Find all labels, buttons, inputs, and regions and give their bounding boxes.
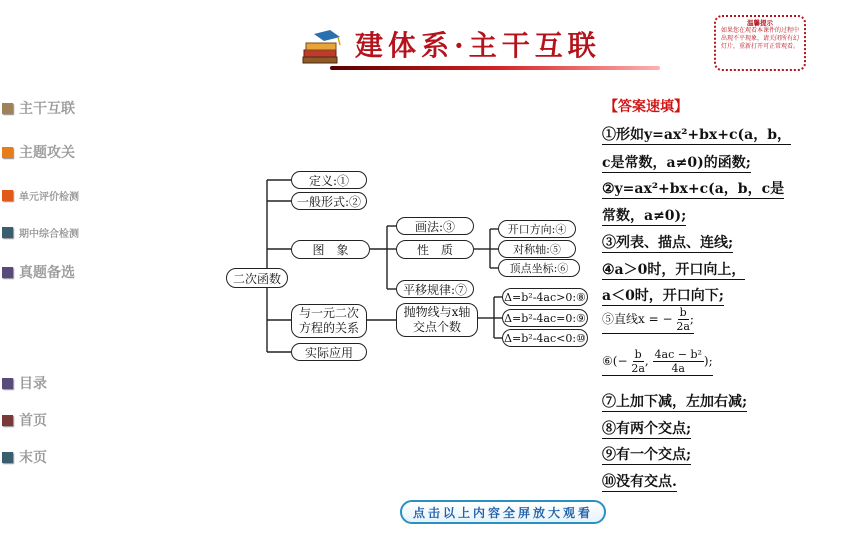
- node-discriminant-positive: Δ=b²-4ac>0:⑧: [502, 288, 588, 306]
- sidebar-item-label: 主题攻关: [19, 145, 75, 161]
- page-title: 建体系·主干互联: [355, 29, 601, 62]
- node-axis: 对称轴:⑤: [498, 240, 576, 258]
- node-relation: [291, 304, 367, 338]
- tip-title: 温馨提示: [747, 19, 773, 27]
- sidebar-item-label: 真题备选: [19, 265, 75, 281]
- sidebar-item-label: 单元评价检测: [19, 192, 79, 203]
- answer-8: ⑧有两个交点;: [602, 418, 691, 439]
- sidebar-item-label: 首页: [19, 413, 47, 429]
- answer-6-den1: 2a: [631, 362, 645, 375]
- answer-1-line2: c是常数，a≠0)的函数;: [602, 152, 751, 173]
- answer-10: ⑩没有交点.: [602, 471, 677, 492]
- node-intersection: [396, 303, 478, 337]
- answer-5-den: 2a: [676, 320, 690, 333]
- answer-6-fraction-1: [631, 348, 645, 375]
- node-discriminant-negative: Δ=b²-4ac<0:⑩: [502, 329, 588, 347]
- node-intersection-line2: 交点个数: [412, 320, 461, 334]
- node-opening: 开口方向:④: [498, 220, 576, 238]
- node-application: 实际应用: [291, 343, 367, 361]
- node-relation-line1: 与一元二次: [298, 306, 359, 320]
- node-property: 性 质: [396, 240, 474, 259]
- answer-5-fraction: [676, 306, 690, 333]
- answer-5-num: b: [679, 306, 687, 319]
- answer-5: ⑤直线x = − $\frac{b}{2a}$ ;: [602, 306, 694, 333]
- node-drawing: 画法:③: [396, 217, 474, 235]
- answer-9: ⑨有一个交点;: [602, 444, 691, 465]
- fullscreen-zoom-button[interactable]: 点击以上内容全屏放大观看: [400, 500, 606, 524]
- node-relation-line2: 方程的关系: [298, 321, 359, 335]
- sidebar-item-label: 期中综合检测: [19, 229, 79, 240]
- answer-2-line1: ②y=ax²+bx+c(a，b，c是: [602, 178, 784, 199]
- answer-6-num1: b: [634, 348, 642, 361]
- answer-2-line2: 常数，a≠0);: [602, 205, 686, 226]
- node-intersection-line1: 抛物线与x轴: [403, 305, 471, 319]
- node-translation: 平移规律:⑦: [396, 280, 474, 298]
- answer-7: ⑦上加下减，左加右减;: [602, 391, 747, 412]
- answers-heading: 【答案速填】: [604, 99, 688, 115]
- node-discriminant-zero: Δ=b²-4ac=0:⑨: [502, 309, 588, 327]
- sidebar-item-label: 末页: [19, 450, 47, 466]
- answer-1-line1: ①形如y=ax²+bx+c(a，b，: [602, 124, 791, 145]
- answer-6: ⑥(− $\frac{b}{2a}$ , $\frac{\text{4ac − b²}}{4a}$ );: [602, 348, 713, 375]
- node-root: 二次函数: [226, 268, 288, 288]
- sidebar-item-label: 目录: [19, 376, 47, 392]
- answer-6-prefix: ⑥(−: [602, 354, 628, 368]
- node-vertex: 顶点坐标:⑥: [498, 259, 580, 277]
- answer-6-den2: 4a: [671, 362, 685, 375]
- node-general-form: 一般形式:②: [291, 192, 367, 210]
- answer-4-line1: ④a＞0时，开口向上，: [602, 259, 745, 280]
- sidebar-item-label: 主干互联: [19, 101, 75, 117]
- tip-text: 如果您在观看本课件的过程中出现不平现象，请关闭所有幻灯片，重新打开可正常观看。: [720, 27, 799, 50]
- answer-6-num2: 4ac − b²: [654, 348, 702, 361]
- answer-4-line2: a＜0时，开口向下;: [602, 285, 724, 306]
- answer-5-prefix: ⑤直线x = −: [602, 312, 673, 326]
- node-graph: 图 象: [291, 240, 370, 259]
- answer-6-fraction-2: [653, 348, 704, 375]
- answer-3: ③列表、描点、连线;: [602, 232, 733, 253]
- node-definition: 定义:①: [291, 171, 367, 189]
